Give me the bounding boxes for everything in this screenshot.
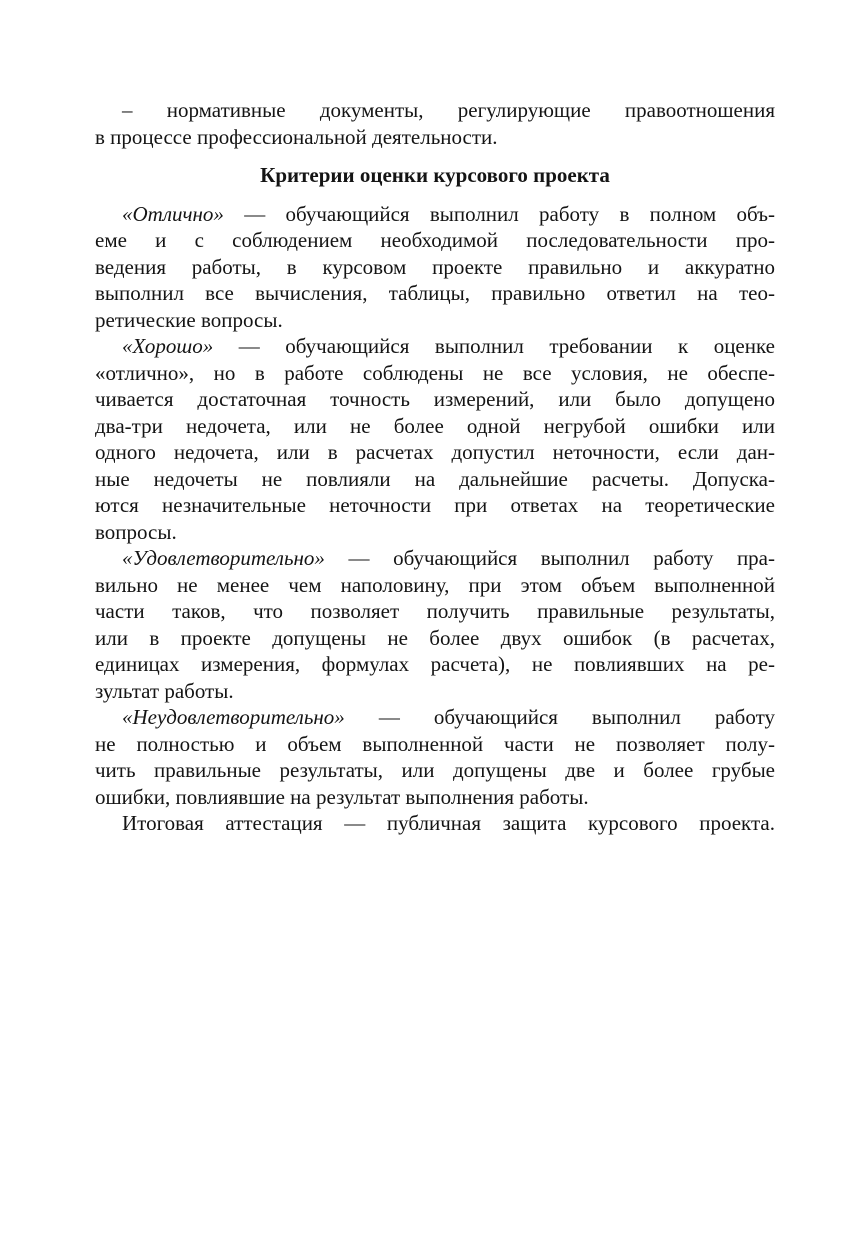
line-text: — обучающийся выполнил работу в полном объ- [223,201,775,226]
line-text: выполнил все вычисления, таблицы, правильно ответил на тео- [95,281,775,305]
grade-term-italic: «Хорошо» [122,334,214,358]
line-text: зультат работы. [95,678,234,703]
intro-paragraph [95,97,775,150]
paragraph-line [95,466,775,493]
line-text: чивается достаточная точность измерений, или было допущено [95,387,775,411]
paragraph-line [95,625,775,652]
line-text: Итоговая аттестация — публичная защита курсового проекта. [122,811,775,835]
line-text: или в проекте допущены не более двух ошибок (в расчетах, [95,625,775,650]
paragraph-line [95,651,775,678]
paragraph-line [95,124,775,151]
line-text: ведения работы, в курсовом проекте правильно и аккуратно [95,254,775,279]
paragraph-line [95,572,775,599]
paragraph-line [95,757,775,784]
paragraph-line [95,784,775,811]
criteria-heading: Критерии оценки курсового проекта [260,163,610,187]
grade-term-italic: «Отлично» [122,201,224,226]
page-text-block [95,97,775,837]
line-text: – нормативные документы, регулирующие правоотношения [122,98,775,122]
grade-excellent-paragraph [95,201,775,334]
line-text: «отлично», но в работе соблюдены не все условия, не обеспе- [95,360,775,385]
paragraph-line [95,810,775,837]
line-text: ются незначительные неточности при ответах на теоретические [95,493,775,517]
paragraph-line [95,254,775,281]
paragraph-line [95,280,775,307]
paragraph-line [95,492,775,519]
paragraph-line [95,201,775,228]
line-text: вопросы. [95,519,177,544]
paragraph-line [95,97,775,124]
line-text: — обучающийся выполнил работу пра- [324,546,775,570]
line-text: — обучающийся выполнил требовании к оценке [213,334,775,358]
paragraph-line [95,413,775,440]
grade-term-italic: «Удовлетворительно» [122,546,325,570]
line-text: еме и с соблюдением необходимой последовательности про- [95,228,775,252]
line-text: ретические вопросы. [95,307,283,332]
paragraph-line [95,519,775,546]
grade-good-paragraph [95,333,775,545]
grade-satisfactory-paragraph [95,545,775,704]
line-text: единицах измерения, формулах расчета), не повлиявших на ре- [95,652,775,676]
line-text: части таков, что позволяет получить правильные результаты, [95,599,775,623]
line-text: ошибки, повлиявшие на результат выполнения работы. [95,784,589,809]
grade-unsatisfactory-paragraph [95,704,775,810]
paragraph-line [95,704,775,731]
line-text: вильно не менее чем наполовину, при этом объем выполненной [95,572,775,597]
grade-term-italic: «Неудовлетворительно» [122,705,345,729]
line-text: в процессе профессиональной деятельности. [95,124,498,149]
paragraph-line [95,439,775,466]
line-text: чить правильные результаты, или допущены две и более грубые [95,758,775,782]
line-text: — обучающийся выполнил работу [344,705,775,729]
paragraph-line [95,227,775,254]
paragraph-line [95,386,775,413]
paragraph-line [95,598,775,625]
paragraph-line [95,678,775,705]
paragraph-line [95,307,775,334]
line-text: два-три недочета, или не более одной негрубой ошибки или [95,413,775,438]
paragraph-line [95,545,775,572]
line-text: ные недочеты не повлияли на дальнейшие расчеты. Допуска- [95,466,775,491]
line-text: не полностью и объем выполненной части не позволяет полу- [95,731,775,756]
paragraph-line [95,360,775,387]
final-attestation-paragraph [95,810,775,837]
paragraph-line [95,333,775,360]
paragraph-line [95,731,775,758]
line-text: одного недочета, или в расчетах допустил неточности, если дан- [95,440,775,464]
